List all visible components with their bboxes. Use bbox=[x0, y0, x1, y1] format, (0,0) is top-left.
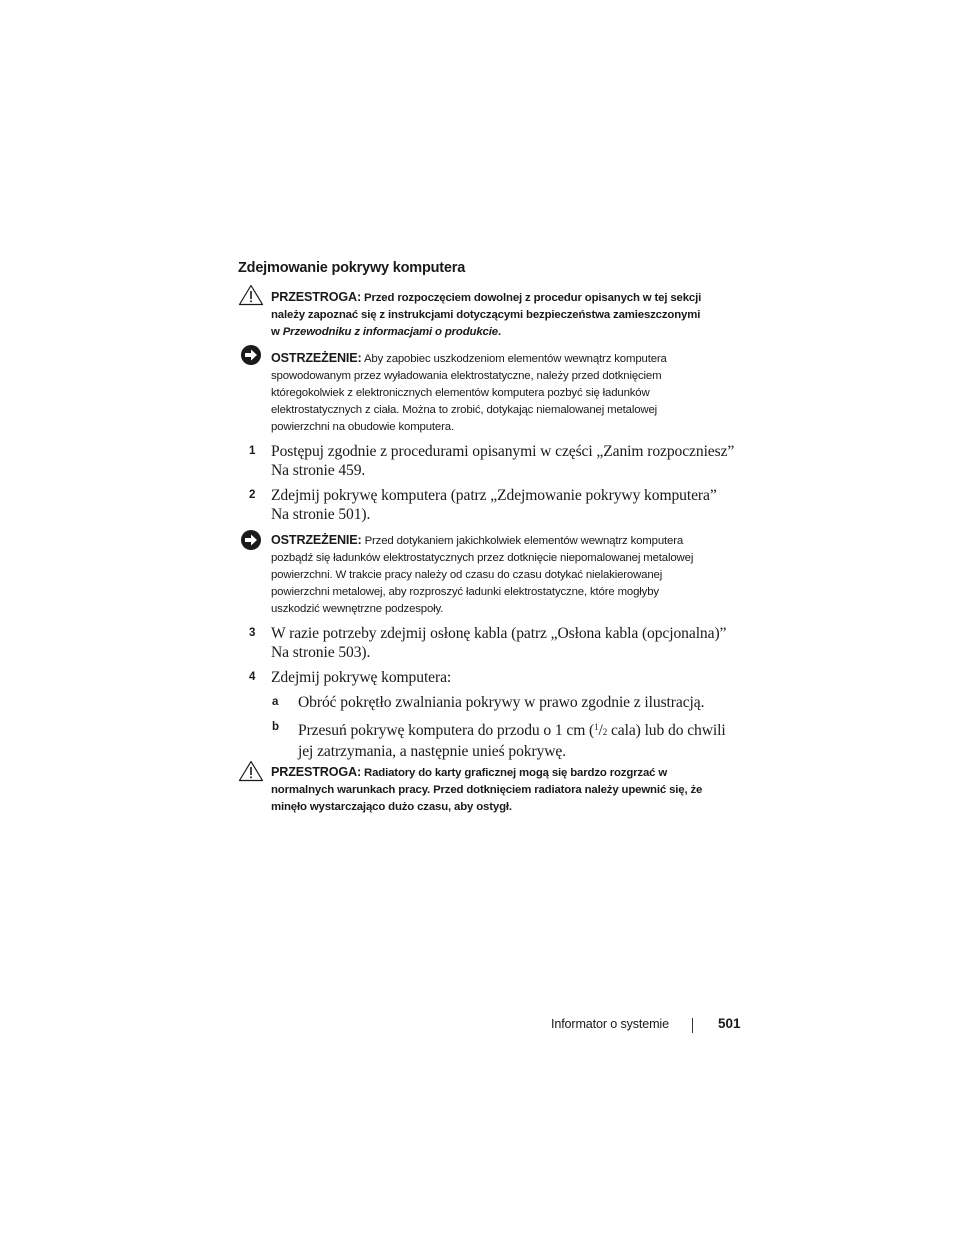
step-1-text bbox=[271, 442, 734, 480]
step-text-line: Na stronie 503). bbox=[271, 644, 371, 661]
notice-text-line: któregokolwiek z elektronicznych elementów komputera pozbyć się ładunków bbox=[271, 387, 650, 400]
caution-text-line: w bbox=[271, 326, 283, 339]
notice-text-line: pozbądź się ładunków elektrostatycznych przez dotknięcie niepomalowanej metalowej bbox=[271, 552, 694, 565]
warning-triangle-icon bbox=[238, 760, 264, 782]
fraction-numerator: 1 bbox=[594, 722, 599, 732]
caution-text-line: minęło wystarczająco dużo czasu, aby ostygł. bbox=[271, 801, 512, 814]
notice-text-line: powierzchni na obudowie komputera. bbox=[271, 421, 454, 434]
notice-arrow-icon bbox=[240, 529, 262, 551]
caution-label: PRZESTROGA: bbox=[271, 765, 362, 779]
step-text-line: Postępuj zgodnie z procedurami opisanymi w części „Zanim rozpoczniesz” bbox=[271, 443, 735, 460]
footer-separator bbox=[692, 1018, 693, 1033]
step-number: 2 bbox=[249, 489, 256, 501]
step-number: 4 bbox=[249, 671, 256, 683]
caution-text-line: należy zapoznać się z instrukcjami dotyczącymi bezpieczeństwa zamieszczonymi bbox=[271, 309, 701, 322]
step-number: 3 bbox=[249, 627, 256, 639]
step-number: 1 bbox=[249, 445, 256, 457]
footer-book-title: Informator o systemie bbox=[551, 1017, 669, 1031]
step-2-text bbox=[271, 486, 717, 524]
step-text-line: Na stronie 501). bbox=[271, 506, 371, 523]
step-text-line: Na stronie 459. bbox=[271, 462, 366, 479]
step-text-line: jej zatrzymania, a następnie unieś pokrywę. bbox=[298, 743, 567, 760]
step-text-line: Zdejmij pokrywę komputera (patrz „Zdejmowanie pokrywy komputera” bbox=[271, 487, 717, 504]
step-text-line: Zdejmij pokrywę komputera: bbox=[271, 669, 452, 686]
step-3-text bbox=[271, 624, 726, 662]
caution-block-1 bbox=[271, 289, 701, 341]
section-title: Zdejmowanie pokrywy komputera bbox=[238, 260, 466, 276]
step-text-line: W razie potrzeby zdejmij osłonę kabla (patrz „Osłona kabla (opcjonalna)” bbox=[271, 625, 727, 642]
notice-block-2 bbox=[271, 532, 693, 618]
fraction-half: $^1$/2 bbox=[594, 722, 608, 739]
caution-text-line: Przed rozpoczęciem dowolnej z procedur opisanych w tej sekcji bbox=[364, 292, 702, 304]
notice-text-line: Przed dotykaniem jakichkolwiek elementów wewnątrz komputera bbox=[364, 535, 684, 547]
substep-letter: b bbox=[272, 721, 280, 733]
step-text-line: Obróć pokrętło zwalniania pokrywy w prawo zgodnie z ilustracją. bbox=[298, 694, 705, 711]
substep-b-text bbox=[298, 718, 726, 761]
substep-letter: a bbox=[272, 696, 279, 708]
notice-text-line: powierzchni. W trakcie pracy należy od czasu do czasu dotykać nielakierowanej bbox=[271, 569, 663, 582]
substep-a-text bbox=[298, 693, 704, 712]
fraction-denominator: 2 bbox=[602, 727, 608, 737]
notice-text-line: powierzchni metalowej, aby rozproszyć ładunki elektrostatyczne, które mogłyby bbox=[271, 586, 659, 599]
warning-triangle-icon bbox=[238, 284, 264, 306]
caution-block-2 bbox=[271, 764, 702, 816]
notice-text-line: Aby zapobiec uszkodzeniom elementów wewnątrz komputera bbox=[363, 353, 667, 365]
caution-label: PRZESTROGA: bbox=[271, 290, 362, 304]
step-text-line: cala) lub do chwili bbox=[607, 722, 726, 739]
notice-arrow-icon bbox=[240, 344, 262, 366]
notice-label: OSTRZEŻENIE: bbox=[271, 351, 362, 365]
notice-text-line: uszkodzić wewnętrzne podzespoły. bbox=[271, 603, 444, 616]
caution-text-line: normalnych warunkach pracy. Przed dotknięciem radiatora należy upewnić się, że bbox=[271, 784, 703, 797]
page-number: 501 bbox=[718, 1016, 741, 1031]
caution-text-line: . bbox=[497, 326, 501, 339]
notice-text-line: elektrostatycznych z ciała. Można to zrobić, dotykając niemalowanej metalowej bbox=[271, 404, 658, 417]
notice-block-1 bbox=[271, 350, 667, 436]
notice-text-line: spowodowanym przez wyładowania elektrostatyczne, należy przed dotknięciem bbox=[271, 370, 662, 383]
notice-label: OSTRZEŻENIE: bbox=[271, 533, 362, 547]
step-4-text bbox=[271, 668, 451, 687]
step-text-line: Przesuń pokrywę komputera do przodu o 1 cm ( bbox=[298, 722, 595, 739]
caution-text-line: Radiatory do karty graficznej mogą się bardzo rozgrzać w bbox=[364, 767, 668, 779]
product-guide-reference: Przewodniku z informacjami o produkcie bbox=[282, 326, 498, 339]
